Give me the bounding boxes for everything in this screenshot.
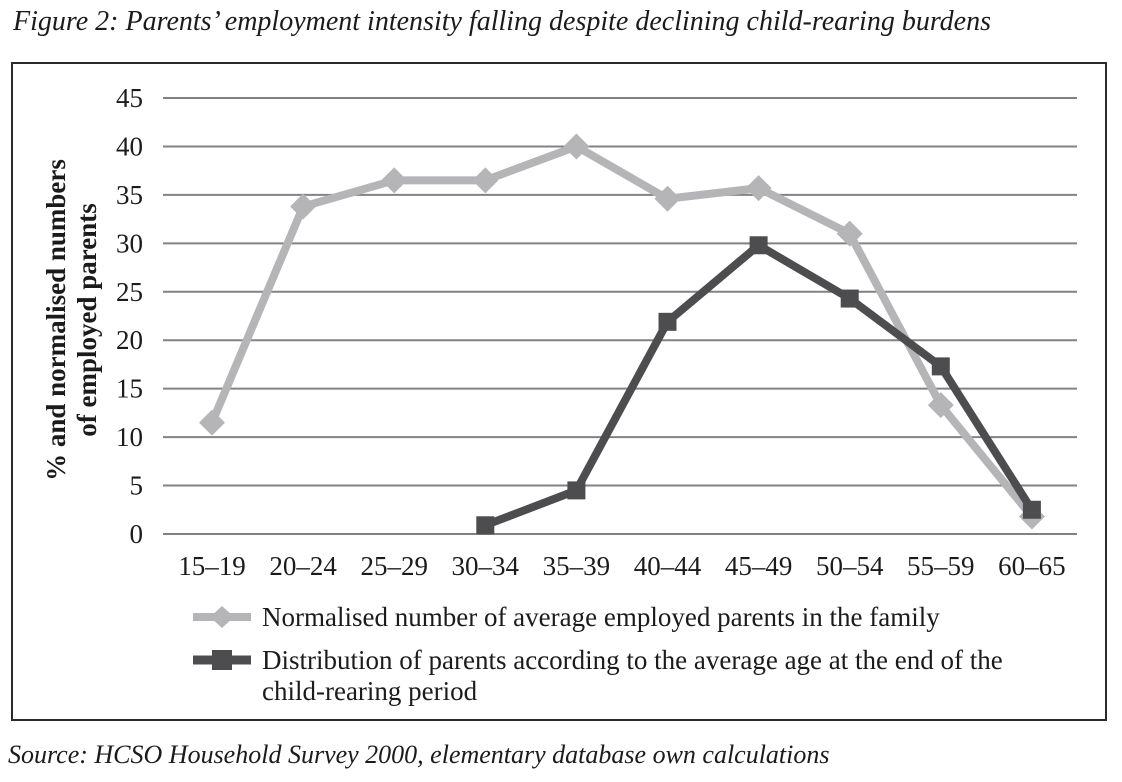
figure-source: Source: HCSO Household Survey 2000, elementary database own calculations: [8, 740, 830, 769]
series-line-1: [485, 245, 1032, 525]
y-tick-label-35: 35: [116, 179, 143, 210]
legend-label-normalised: Normalised number of average employed parents in the family: [262, 602, 940, 632]
x-tick-label-7: 45–49: [724, 551, 793, 581]
x-tick-label-9: 55–59: [907, 551, 975, 581]
data-point-series-0-6: [746, 175, 772, 201]
data-point-series-1-5: [932, 357, 950, 375]
y-axis-title-line-2: of employed parents: [72, 203, 102, 437]
figure-title: Figure 2: Parents’ employment intensity falling despite declining child-rearing burdens: [13, 6, 992, 37]
data-point-series-1-2: [659, 313, 677, 331]
x-tick-label-8: 50–54: [815, 551, 884, 581]
y-tick-label-20: 20: [116, 325, 143, 356]
y-tick-label-15: 15: [116, 373, 143, 404]
y-axis-title: [41, 159, 103, 481]
x-tick-label-1: 15–19: [178, 551, 246, 581]
data-point-series-1-1: [567, 481, 585, 499]
x-tick-label-2: 20–24: [269, 551, 337, 581]
y-tick-label-10: 10: [116, 422, 143, 453]
legend-diamond-marker-icon: [193, 604, 251, 631]
y-axis-title-line-1: % and normalised numbers: [41, 159, 71, 481]
y-tick-label-40: 40: [116, 131, 143, 162]
x-tick-label-5: 35–39: [542, 551, 611, 581]
legend-item-distribution: [193, 645, 1062, 707]
data-point-series-0-2: [381, 167, 407, 193]
data-point-series-0-3: [472, 167, 498, 193]
y-tick-label-5: 5: [129, 470, 143, 501]
y-tick-label-45: 45: [116, 83, 143, 113]
data-point-series-0-1: [290, 194, 316, 220]
y-tick-label-25: 25: [116, 276, 143, 307]
data-point-series-1-3: [750, 236, 768, 254]
data-point-series-1-4: [841, 290, 859, 308]
data-point-series-1-0: [476, 516, 494, 534]
legend-label-distribution: Distribution of parents according to the average age at the end of the child-rearing period: [262, 645, 1003, 706]
x-tick-label-4: 30–34: [451, 551, 520, 581]
legend-item-normalised: [193, 602, 940, 633]
x-tick-label-6: 40–44: [633, 551, 702, 581]
series-line-0: [212, 146, 1032, 516]
y-tick-label-30: 30: [116, 228, 143, 259]
legend-square-marker-icon: [193, 647, 251, 674]
x-tick-label-3: 25–29: [360, 551, 428, 581]
y-tick-label-0: 0: [129, 519, 143, 549]
x-tick-label-10: 60–65: [998, 551, 1066, 581]
chart-area: [11, 62, 1107, 721]
data-point-series-1-6: [1023, 501, 1041, 519]
data-point-series-0-0: [199, 410, 225, 436]
